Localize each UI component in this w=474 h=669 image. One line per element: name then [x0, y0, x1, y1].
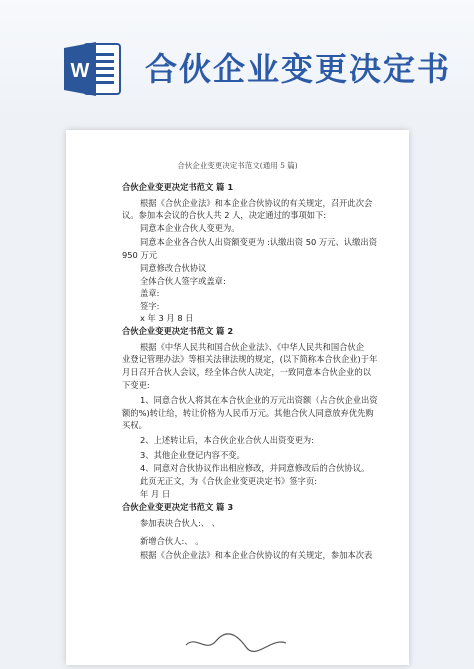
paragraph-line: 业登记管理办法》等相关法律法规的规定，(以下简称本合伙企业)于年: [122, 354, 378, 364]
section-heading-1: 合伙企业变更决定书范文 篇 1: [122, 182, 234, 192]
section-heading-2: 合伙企业变更决定书范文 篇 2: [122, 326, 234, 336]
section-heading-3: 合伙企业变更决定书范文 篇 3: [122, 502, 234, 512]
paragraph-line: 新增合伙人:、 。: [140, 536, 204, 546]
seal-label: 盖章:: [140, 288, 160, 298]
paragraph-line: 同意本企业合伙人变更为。: [140, 223, 240, 233]
paragraph-line: 根据《合伙企业法》和本企业合伙协议的有关规定，参加本次表: [140, 550, 373, 560]
date-line: x 年 3 月 8 日: [140, 313, 194, 323]
word-logo-letter: W: [70, 60, 90, 82]
paragraph-line: 2、上述转让后，本合伙企业合伙人出资变更为:: [140, 435, 315, 445]
paragraph-line: 同意本企业各合伙人出资额变更为 :认缴出资 50 万元、认缴出资: [140, 237, 377, 247]
paragraph-line: 月日召开合伙人会议，经全体合伙人决定，一致同意本合伙企业的以: [122, 367, 371, 377]
paragraph-line: 买权。: [122, 420, 147, 430]
signature-scribble: [66, 627, 409, 657]
date-line: 年 月 日: [140, 489, 171, 499]
paragraph-line: 根据《合伙企业法》和本企业合伙协议的有关规定，召开此次会: [140, 198, 373, 208]
paragraph-line: 同意修改合伙协议: [140, 263, 207, 273]
paragraph-line: 议。参加本会议的合伙人共 2 人，决定通过的事项如下:: [122, 210, 327, 220]
paragraph-line: 1、同意合伙人将其在本合伙企业的万元出资额（占合伙企业出资: [140, 395, 378, 405]
header-banner: [0, 0, 474, 120]
paragraph-line: 950 万元: [122, 250, 158, 260]
paragraph-line: 3、其他企业登记内容不变。: [140, 450, 245, 460]
signature-label: 签字:: [140, 301, 160, 311]
paragraph-line: 此页无正文，为《合伙企业变更决定书》签字页:: [140, 476, 318, 486]
document-page: [66, 130, 409, 665]
paragraph-line: 根据《中华人民共和国合伙企业法》、《中华人民共和国合伙企: [140, 342, 365, 352]
paragraph-line: 全体合伙人签字或盖章:: [140, 276, 226, 286]
paragraph-line: 参加表决合伙人:、 、: [140, 518, 221, 528]
paragraph-line: 额的%)转让给，转让价格为人民币万元。其他合伙人同意放弃优先购: [122, 408, 374, 418]
word-icon: [62, 38, 124, 100]
document-title: 合伙企业变更决定书范文(通用 5 篇): [177, 161, 298, 170]
paragraph-line: 4、同意对合伙协议作出相应修改，并同意修改后的合伙协议。: [140, 463, 370, 473]
banner-title: 合伙企业变更决定书: [145, 50, 452, 88]
paragraph-line: 下变更:: [122, 380, 150, 390]
